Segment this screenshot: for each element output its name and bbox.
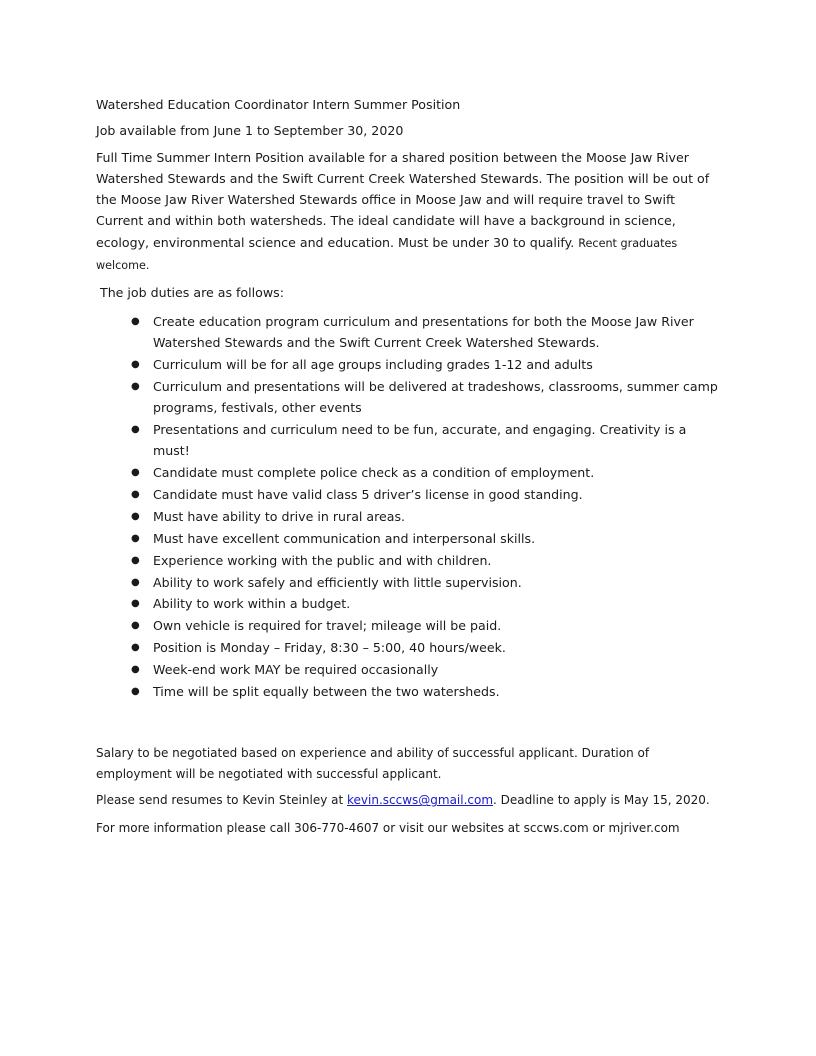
salary-paragraph: Salary to be negotiated based on experience and ability of successful applicant. Duration of employment will be negotiated with successful applicant.	[96, 746, 650, 781]
document-title: Watershed Education Coordinator Intern Summer Position	[96, 97, 461, 112]
duty-text: Curriculum and presentations will be delivered at tradeshows, classrooms, summer camp programs, festivals, other events	[153, 378, 718, 416]
duty-item	[96, 528, 726, 549]
duty-text: Time will be split equally between the two watersheds.	[153, 684, 500, 700]
duty-text: Candidate must complete police check as a condition of employment.	[153, 465, 595, 481]
intro-paragraph	[96, 147, 726, 277]
bullet-icon: ●	[131, 467, 140, 479]
duty-text: Curriculum will be for all age groups including grades 1-12 and adults	[153, 356, 593, 372]
bullet-icon: ●	[131, 642, 140, 654]
duty-item	[96, 506, 726, 527]
bullet-icon: ●	[131, 315, 140, 327]
bullet-icon: ●	[131, 380, 140, 392]
intro-text: Full Time Summer Intern Position available for a shared position between the Moose Jaw River Watershed Stewards and the Swift Current Creek Watershed Stewards. The position will be out of the Moose Jaw River Watershed Stewards office in Moose Jaw and will require travel to Swift Current and within both watersheds. The ideal candidate will have a background in science, ecology, environmental science and education. Must be under 30 to qualify.	[96, 149, 710, 250]
bullet-icon: ●	[131, 532, 140, 544]
document-page	[96, 94, 726, 839]
contact-info-paragraph: For more information please call 306-770-4607 or visit our websites at sccws.com or mjriver.com	[96, 820, 680, 835]
duty-text: Candidate must have valid class 5 driver’s license in good standing.	[153, 487, 583, 503]
duty-item	[96, 615, 726, 636]
duty-item	[96, 376, 726, 419]
duty-item	[96, 593, 726, 614]
duty-text: Ability to work within a budget.	[153, 596, 351, 612]
bullet-icon: ●	[131, 489, 140, 501]
duty-item	[96, 572, 726, 593]
duties-list	[96, 311, 726, 703]
bullet-icon: ●	[131, 554, 140, 566]
duties-label: The job duties are as follows:	[100, 285, 284, 301]
intro-recent-graduates: Recent graduates welcome.	[96, 236, 678, 273]
availability-dates: Job available from June 1 to September 30, 2020	[96, 123, 404, 139]
duty-text: Must have excellent communication and interpersonal skills.	[153, 530, 536, 546]
bullet-icon: ●	[131, 598, 140, 610]
resumes-paragraph	[96, 790, 726, 811]
duty-item	[96, 354, 726, 375]
email-link[interactable]: kevin.sccws@gmail.com	[347, 793, 494, 808]
duty-item	[96, 637, 726, 658]
duty-item	[96, 462, 726, 483]
duty-item	[96, 484, 726, 505]
duty-text: Must have ability to drive in rural areas.	[153, 508, 406, 524]
bullet-icon: ●	[131, 664, 140, 676]
bullet-icon: ●	[131, 620, 140, 632]
bullet-icon: ●	[131, 576, 140, 588]
bullet-icon: ●	[131, 358, 140, 370]
duty-text: Create education program curriculum and presentations for both the Moose Jaw River Watershed Stewards and the Swift Current Creek Watershed Stewards.	[153, 313, 694, 350]
duty-text: Presentations and curriculum need to be fun, accurate, and engaging. Creativity is a must!	[153, 421, 687, 459]
resumes-prefix: Please send resumes to Kevin Steinley at	[96, 793, 347, 808]
duty-item	[96, 419, 726, 462]
duty-text: Own vehicle is required for travel; mileage will be paid.	[153, 618, 502, 634]
duty-text: Week-end work MAY be required occasionally	[153, 662, 439, 678]
bullet-icon: ●	[131, 423, 140, 435]
duty-text: Ability to work safely and efficiently with little supervision.	[153, 574, 522, 590]
duty-item	[96, 311, 726, 354]
resumes-suffix: . Deadline to apply is May 15, 2020.	[493, 793, 710, 808]
duty-item	[96, 659, 726, 680]
duty-text: Position is Monday – Friday, 8:30 – 5:00, 40 hours/week.	[153, 640, 506, 656]
duty-item	[96, 550, 726, 571]
bullet-icon: ●	[131, 510, 140, 522]
duty-item	[96, 681, 726, 702]
bullet-icon: ●	[131, 686, 140, 698]
duty-text: Experience working with the public and with children.	[153, 552, 492, 568]
